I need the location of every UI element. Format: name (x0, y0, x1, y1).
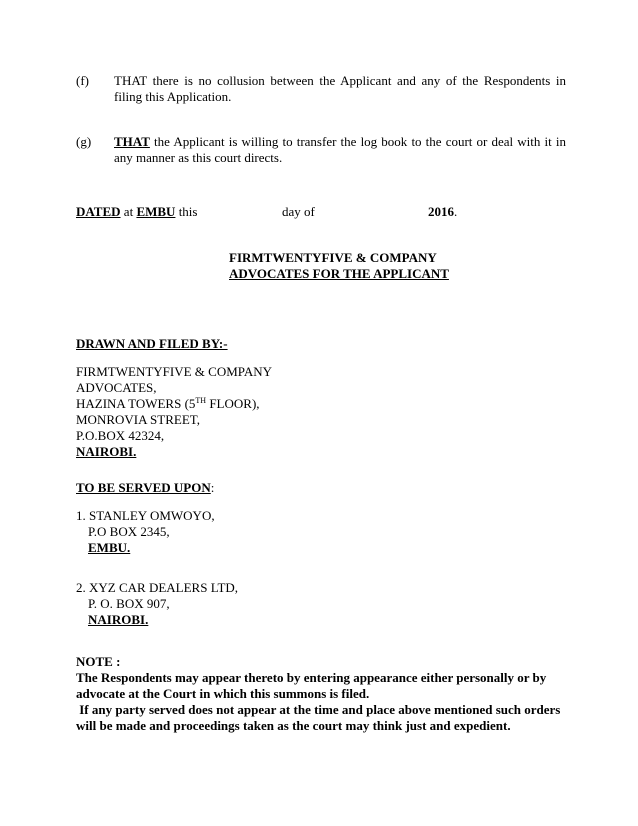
note-line-1: The Respondents may appear thereto by entering appearance either personally or by (76, 670, 547, 685)
party-2-city: NAIROBI. (88, 612, 149, 627)
drawn-pobox: P.O.BOX 42324, (76, 428, 165, 443)
note-line-3: If any party served does not appear at the time and place above mentioned such orders (76, 702, 561, 717)
dated-this: this (175, 204, 198, 219)
dated-at: at (120, 204, 137, 219)
clause-lead: THAT (114, 134, 150, 149)
note-heading: NOTE : (76, 654, 121, 669)
dated-year: 2016 (428, 204, 454, 219)
drawn-advocates: ADVOCATES, (76, 380, 157, 395)
party-2-box: P. O. BOX 907, (88, 596, 170, 611)
drawn-address (76, 396, 260, 412)
note-line-2: advocate at the Court in which this summons is filed. (76, 686, 370, 701)
dated-period: . (454, 204, 458, 219)
party-1-city: EMBU. (88, 540, 131, 555)
dated-year-wrap (428, 204, 457, 220)
address-building: HAZINA TOWERS (5 (76, 396, 196, 411)
clause-body: the Applicant is willing to transfer the log book to the court or deal with it in any manner as this court directs. (114, 134, 566, 165)
address-sup: TH (195, 396, 207, 405)
dated-place: EMBU (136, 204, 176, 219)
clause-number: (g) (76, 134, 92, 149)
served-colon: : (210, 480, 215, 495)
dated-line (76, 204, 197, 220)
drawn-firm: FIRMTWENTYFIVE & COMPANY (76, 364, 272, 379)
address-floor: FLOOR), (206, 396, 260, 411)
served-heading: TO BE SERVED UPON (76, 480, 211, 495)
signature-firm: FIRMTWENTYFIVE & COMPANY (229, 250, 437, 265)
dated-label: DATED (76, 204, 121, 219)
clause-text (114, 134, 566, 166)
dated-day-of: day of (282, 204, 315, 219)
party-2-name: 2. XYZ CAR DEALERS LTD, (76, 580, 239, 595)
signature-role: ADVOCATES FOR THE APPLICANT (229, 266, 449, 281)
drawn-street: MONROVIA STREET, (76, 412, 200, 427)
drawn-heading: DRAWN AND FILED BY:- (76, 336, 228, 351)
drawn-city: NAIROBI. (76, 444, 137, 459)
clause-number: (f) (76, 73, 89, 88)
note-line-4: will be made and proceedings taken as the court may think just and expedient. (76, 718, 511, 733)
clause-text: THAT there is no collusion between the Applicant and any of the Respondents in filing this Application. (114, 73, 566, 104)
party-1-box: P.O BOX 2345, (88, 524, 170, 539)
party-1-name: 1. STANLEY OMWOYO, (76, 508, 215, 523)
served-heading-wrap (76, 480, 214, 496)
